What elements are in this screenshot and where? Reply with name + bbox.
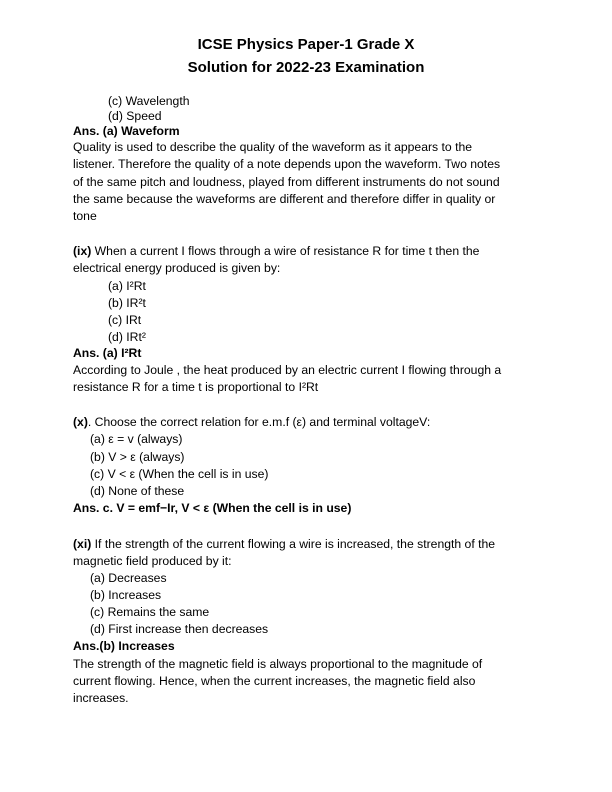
q9-question-text: When a current I flows through a wire of resistance R for time t then the [91,244,480,258]
q10-question [73,415,430,429]
q9-option: (c) IRt [108,313,142,327]
q10-option: (b) V > ε (always) [90,450,185,464]
q11-question-line: magnetic field produced by it: [73,554,232,568]
q11-explanation-line: The strength of the magnetic field is always proportional to the magnitude of [73,657,483,671]
q9-option: (d) IRt² [108,330,146,344]
q11-number: (xi) [73,537,92,551]
q8-explanation-line: tone [73,209,97,223]
q8-explanation-line: of the same pitch and loudness, played from different instruments do not sound [73,175,500,189]
page-title: ICSE Physics Paper-1 Grade X [197,36,415,53]
q9-explanation-line: resistance R for a time t is proportional to I²Rt [73,380,319,394]
q9-answer: Ans. (a) I²Rt [73,346,142,360]
q8-explanation-line: listener. Therefore the quality of a note depends upon the waveform. Two notes [73,157,501,171]
q11-explanation-line: current flowing. Hence, when the current increases, the magnetic field also [73,674,476,688]
q11-question [73,537,495,551]
q9-question [73,244,479,258]
q9-option: (b) IR²t [108,296,146,310]
q11-option: (a) Decreases [90,571,167,585]
q10-option: (a) ε = v (always) [90,432,183,446]
q10-answer: Ans. c. V = emf−Ir, V < ε (When the cell is in use) [73,501,352,515]
q11-option: (b) Increases [90,588,162,602]
q9-question-line: electrical energy produced is given by: [73,261,281,275]
q11-answer: Ans.(b) Increases [73,639,175,653]
q9-explanation-line: According to Joule , the heat produced by an electric current I flowing through a [73,363,502,377]
q10-question-text: . Choose the correct relation for e.m.f (ε) and terminal voltageV: [87,415,431,429]
q10-option: (d) None of these [90,484,185,498]
q10-number: (x) [73,415,88,429]
q8-option: (d) Speed [108,109,162,123]
q11-explanation-line: increases. [73,691,129,705]
q11-option: (c) Remains the same [90,605,210,619]
q8-answer: Ans. (a) Waveform [73,124,180,138]
q8-explanation-line: Quality is used to describe the quality of the waveform as it appears to the [73,140,473,154]
page-subtitle: Solution for 2022-23 Examination [187,59,425,76]
q8-explanation-line: the same because the waveforms are different and therefore differ in quality or [73,192,496,206]
q11-question-text: If the strength of the current flowing a wire is increased, the strength of the [91,537,496,551]
q11-option: (d) First increase then decreases [90,622,269,636]
q9-option: (a) I²Rt [108,279,146,293]
q10-option: (c) V < ε (When the cell is in use) [90,467,269,481]
q8-option: (c) Wavelength [108,94,190,108]
q9-number: (ix) [73,244,92,258]
